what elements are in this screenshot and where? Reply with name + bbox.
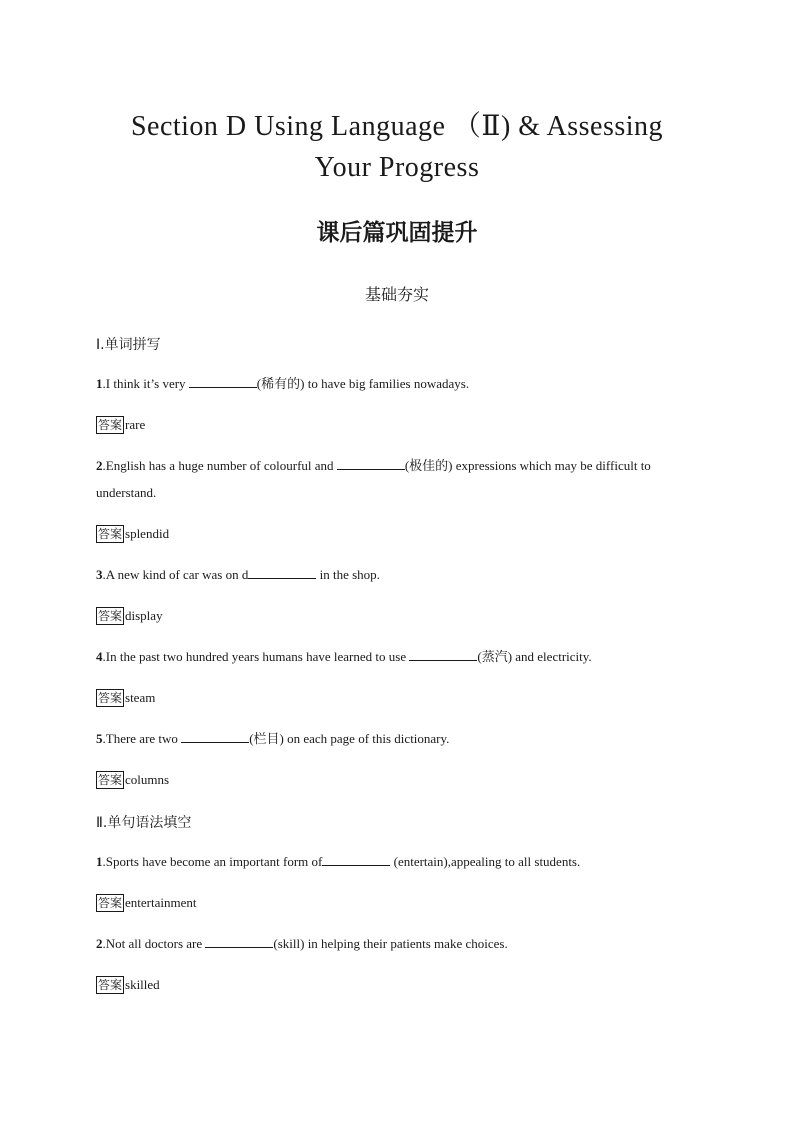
- answer-1-4: [96, 689, 155, 707]
- answer-tag: 答案: [98, 773, 123, 787]
- answer-2-1: [96, 894, 196, 912]
- answer-blank: [181, 730, 249, 743]
- answer-text: steam: [125, 690, 156, 705]
- question-number: 1: [96, 376, 103, 391]
- subsection-title: 基础夯实: [364, 285, 429, 304]
- question-number: 4: [96, 649, 103, 664]
- answer-text: splendid: [125, 526, 170, 541]
- answer-2-2: [96, 976, 160, 994]
- question-1-2: [96, 452, 706, 506]
- question-text: (skill) in helping their patients make choices.: [273, 936, 508, 951]
- answer-1-3: [96, 607, 163, 625]
- answer-text: rare: [125, 417, 146, 432]
- question-1-5: [96, 725, 706, 752]
- question-number: 2: [96, 458, 103, 473]
- question-text: (极佳的) expressions which may be difficult to understand.: [96, 458, 651, 500]
- question-1-4: [96, 643, 706, 670]
- question-text: .I think it’s very: [102, 376, 189, 391]
- answer-text: entertainment: [125, 895, 197, 910]
- question-text: .Sports have become an important form of: [102, 854, 323, 869]
- answer-text: display: [125, 608, 163, 623]
- answer-blank: [205, 935, 273, 948]
- question-text: (栏目) on each page of this dictionary.: [249, 731, 450, 746]
- answer-blank: [189, 375, 257, 388]
- question-number: 3: [96, 567, 103, 582]
- question-number: 2: [96, 936, 103, 951]
- question-1-1: [96, 370, 706, 397]
- answer-tag: 答案: [98, 527, 123, 541]
- section-1-heading: Ⅰ.单词拼写: [96, 337, 161, 353]
- question-text: (稀有的) to have big families nowadays.: [256, 376, 470, 391]
- subtitle: 课后篇巩固提升: [316, 220, 478, 246]
- answer-blank: [248, 566, 316, 579]
- answer-tag: 答案: [98, 609, 123, 623]
- question-number: 1: [96, 854, 103, 869]
- answer-blank: [409, 648, 477, 661]
- title-line-2: Your Progress: [314, 152, 480, 183]
- answer-tag: 答案: [98, 418, 123, 432]
- question-number: 5: [96, 731, 103, 746]
- answer-text: skilled: [125, 977, 160, 992]
- answer-tag: 答案: [98, 896, 123, 910]
- question-text: .There are two: [102, 731, 182, 746]
- question-text: .A new kind of car was on d: [102, 567, 249, 582]
- question-text: .In the past two hundred years humans have learned to use: [102, 649, 410, 664]
- question-text: (蒸汽) and electricity.: [477, 649, 592, 664]
- answer-blank: [322, 853, 390, 866]
- question-text: in the shop.: [316, 567, 380, 582]
- answer-text: columns: [125, 772, 170, 787]
- answer-1-2: [96, 525, 169, 543]
- title-line-1: Section D Using Language （Ⅱ) & Assessing: [130, 111, 664, 142]
- answer-tag: 答案: [98, 978, 123, 992]
- question-1-3: [96, 561, 706, 588]
- question-text: .Not all doctors are: [102, 936, 206, 951]
- question-2-2: [96, 930, 706, 957]
- answer-blank: [337, 457, 405, 470]
- answer-1-5: [96, 771, 169, 789]
- answer-tag: 答案: [98, 691, 123, 705]
- question-text: .English has a huge number of colourful and: [102, 458, 337, 473]
- question-2-1: [96, 848, 706, 875]
- question-text: (entertain),appealing to all students.: [390, 854, 581, 869]
- answer-1-1: [96, 416, 145, 434]
- section-2-heading: Ⅱ.单句语法填空: [96, 815, 192, 831]
